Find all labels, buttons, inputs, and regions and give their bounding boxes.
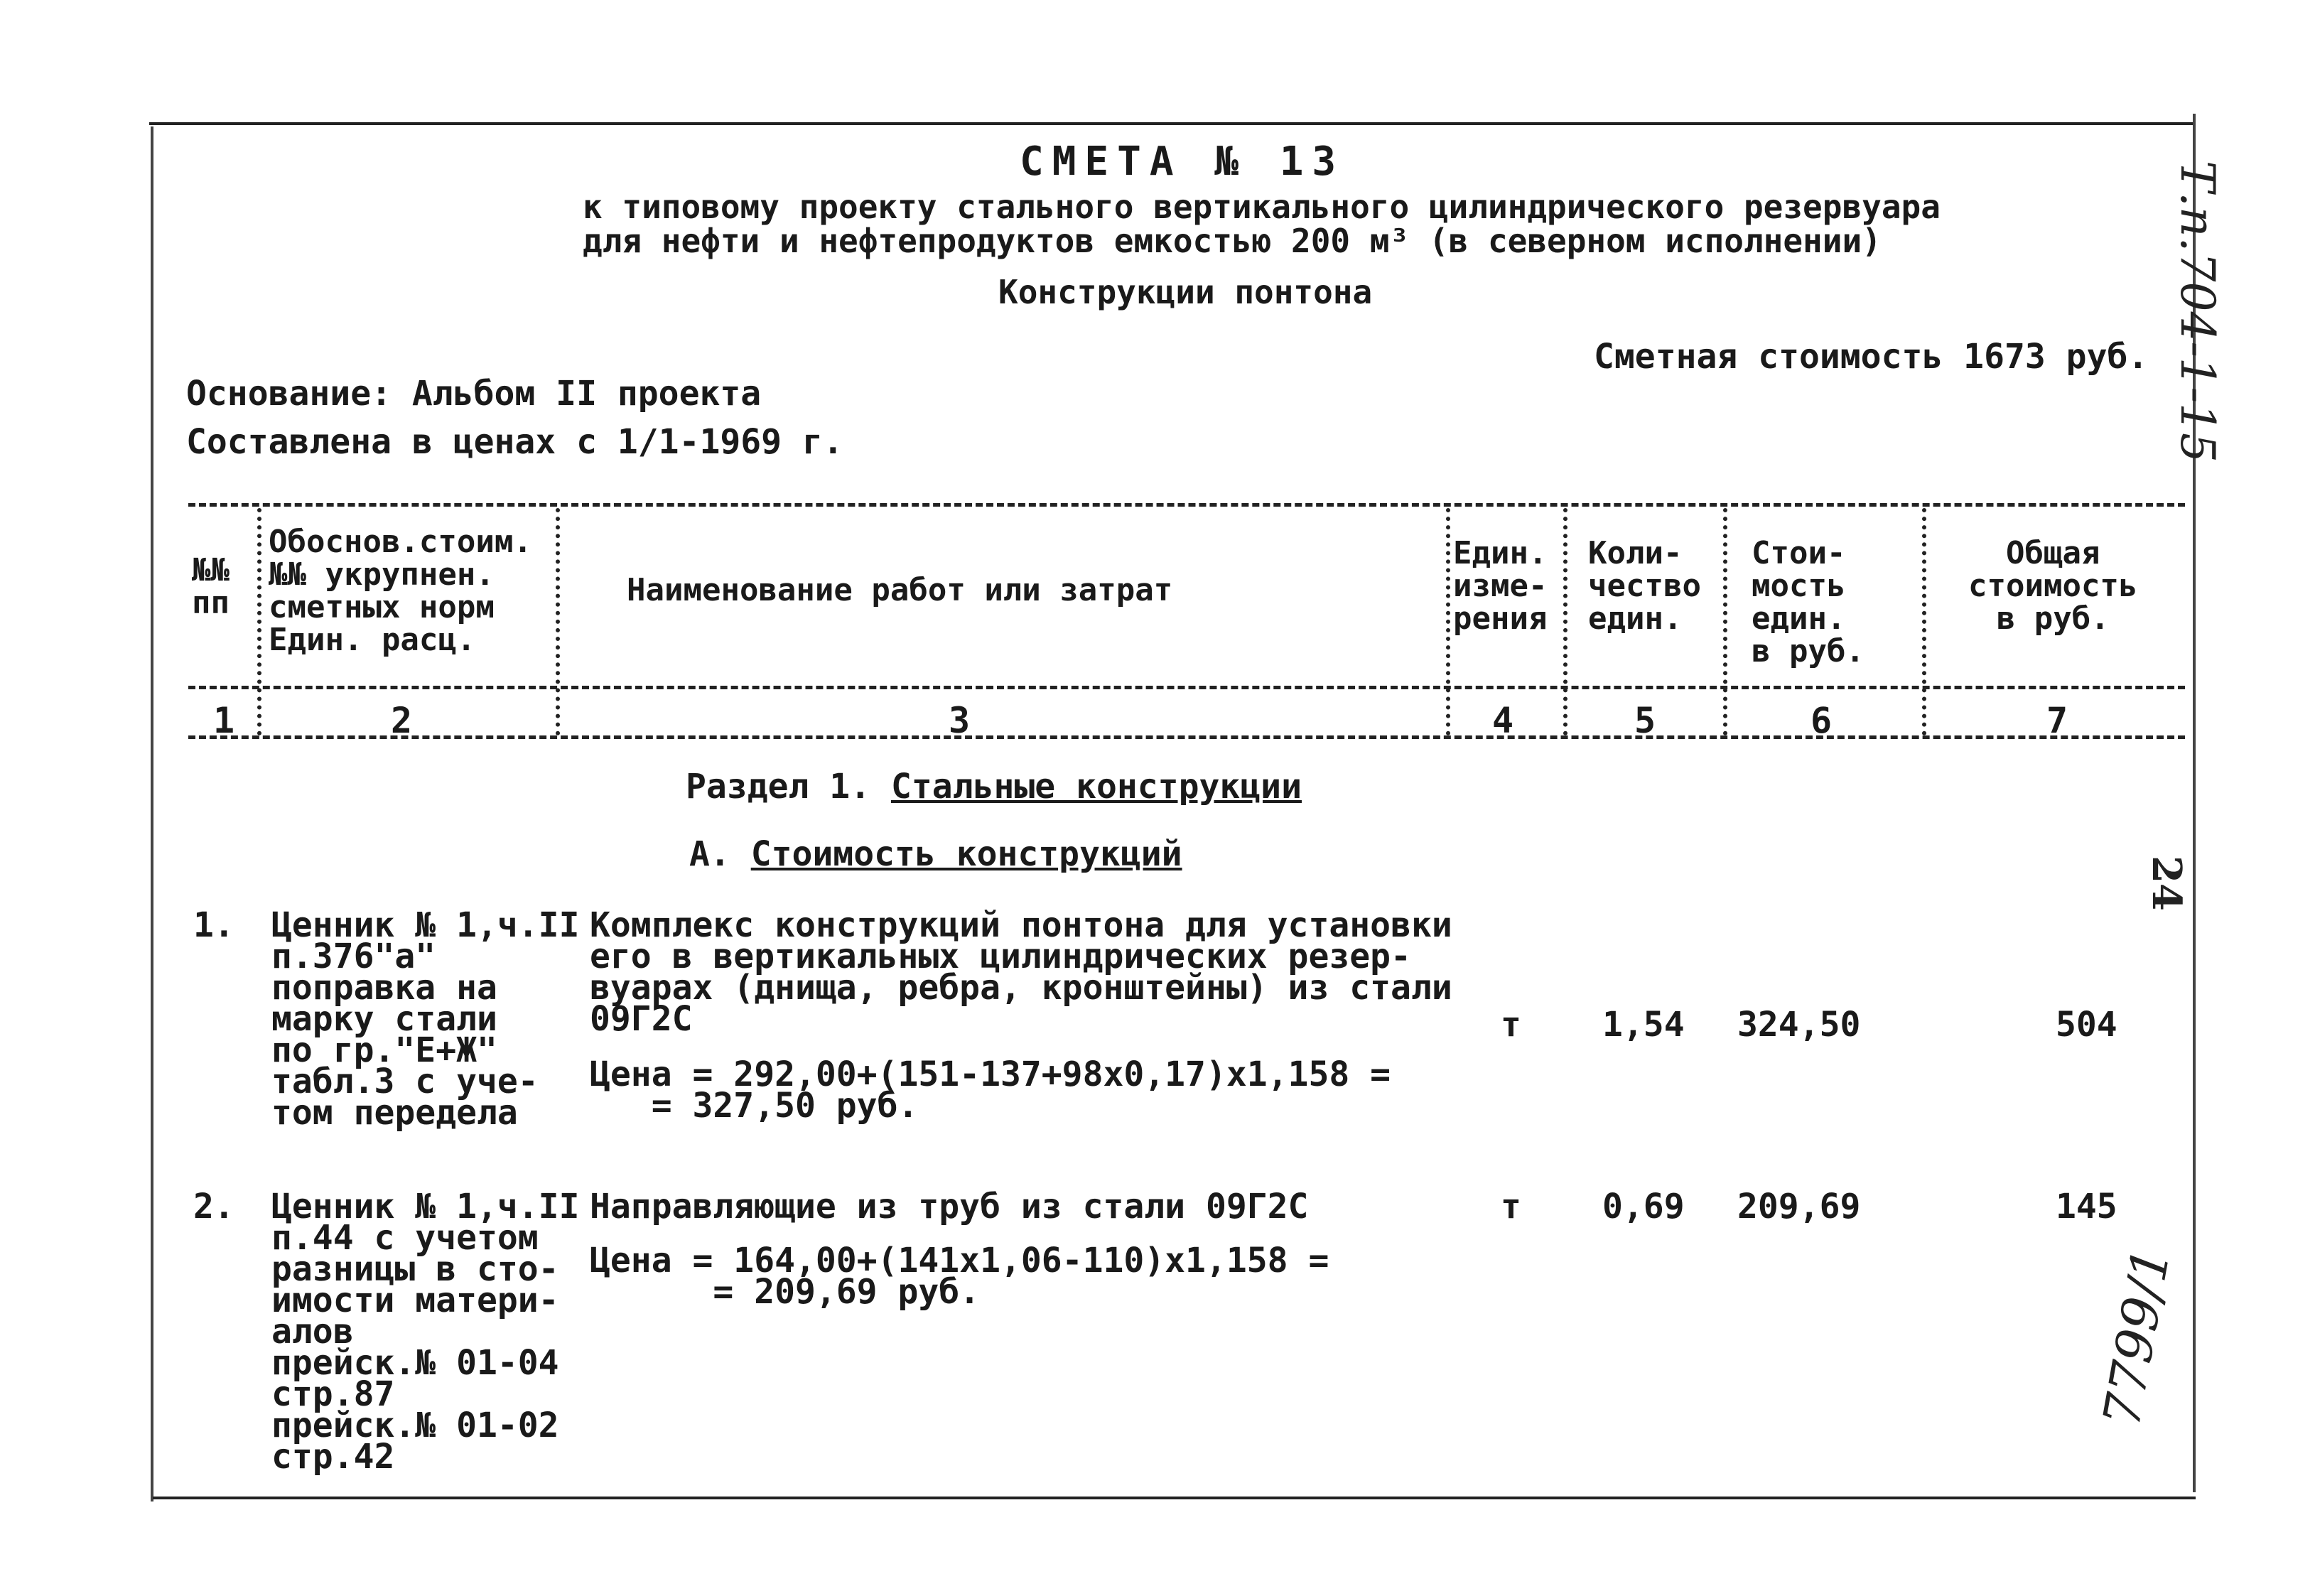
subtitle-line-3: Конструкции понтона: [998, 273, 1373, 311]
margin-doc-code: Т.п.704-1-15: [2170, 160, 2225, 463]
subtitle-line-1: к типовому проекту стального вертикального цилиндрического резервуара: [583, 188, 1941, 226]
column-number-4: 4: [1492, 700, 1514, 741]
row-2-basis: Ценник № 1,ч.II п.44 с учетом разницы в сто- имости матери- алов прейск.№ 01-04 стр.87 прейск.№ 01-02 стр.42: [271, 1187, 580, 1477]
column-separator-3: [1446, 508, 1450, 735]
subsection-prefix: А.: [689, 834, 730, 874]
subsection-name: Стоимость конструкций: [750, 834, 1182, 874]
section-heading: [686, 767, 1302, 807]
row-2-quantity: 0,69: [1602, 1187, 1685, 1226]
table-header-bottom-line: [188, 735, 2185, 739]
column-header-4: Един. изме- рения: [1453, 535, 1548, 637]
row-1-name: Комплекс конструкций понтона для установки его в вертикальных цилиндрических резер- вуарах (днища, ребра, кронштейны) из стали 09Г2С: [590, 905, 1452, 1039]
column-header-2: Обоснов.стоим. №№ укрупнен. сметных норм Един. расц.: [269, 524, 532, 658]
table-header-mid-line: [188, 686, 2185, 689]
row-2-unit: т: [1501, 1187, 1521, 1226]
column-separator-2: [556, 508, 560, 735]
document-title: СМЕТА № 13: [1020, 139, 1345, 185]
column-number-7: 7: [2046, 700, 2068, 741]
estimated-cost: Сметная стоимость 1673 руб.: [1594, 337, 2149, 377]
column-separator-5: [1723, 508, 1727, 735]
column-number-6: 6: [1811, 700, 1833, 741]
subtitle-line-2: для нефти и нефтепродуктов емкостью 200 м³ (в северном исполнении): [583, 222, 1882, 260]
row-1-unit-cost: 324,50: [1737, 1005, 1861, 1045]
column-separator-6: [1922, 508, 1926, 735]
column-number-2: 2: [391, 700, 413, 741]
row-2-number: 2.: [193, 1187, 234, 1226]
row-1-basis: Ценник № 1,ч.II п.376"а" поправка на марку стали по гр."Е+Ж" табл.3 с уче- том передела: [271, 905, 580, 1133]
row-2-unit-cost: 209,69: [1737, 1187, 1861, 1226]
column-header-5: Коли- чество един.: [1588, 535, 1701, 637]
row-2-total: 145: [2056, 1187, 2117, 1226]
basis-line: Основание: Альбом II проекта: [186, 374, 762, 414]
frame-top-border: [149, 122, 2196, 125]
table-header-top-line: [188, 503, 2185, 507]
row-1-number: 1.: [193, 905, 234, 945]
prices-line: Составлена в ценах с 1/1-1969 г.: [186, 422, 843, 462]
row-1-formula: Цена = 292,00+(151-137+98x0,17)x1,158 = = 327,50 руб.: [590, 1055, 1391, 1126]
row-1-total: 504: [2056, 1005, 2117, 1045]
column-separator-4: [1563, 508, 1567, 735]
column-separator-1: [257, 508, 261, 735]
section-prefix: Раздел 1.: [686, 767, 871, 807]
column-header-6: Стои- мость един. в руб.: [1752, 535, 1865, 669]
margin-page-number: 24: [2142, 856, 2190, 911]
column-number-3: 3: [949, 700, 971, 741]
column-number-1: 1: [213, 700, 235, 741]
row-1-unit: т: [1501, 1005, 1521, 1045]
row-2-formula: Цена = 164,00+(141x1,06-110)x1,158 = = 209,69 руб.: [590, 1241, 1329, 1312]
margin-archive-number: 7799/1: [2091, 1243, 2182, 1432]
column-header-7: Общая стоимость в руб.: [1968, 535, 2138, 637]
row-1-quantity: 1,54: [1602, 1005, 1685, 1045]
frame-left-border: [151, 126, 153, 1501]
column-header-1: №№ пп: [192, 552, 230, 621]
column-header-3: Наименование работ или затрат: [627, 572, 1173, 608]
subsection-heading: [689, 834, 1182, 874]
row-2-name: Направляющие из труб из стали 09Г2С: [590, 1187, 1309, 1226]
section-name: Стальные конструкции: [891, 767, 1302, 807]
frame-bottom-border: [153, 1497, 2196, 1499]
column-number-5: 5: [1634, 700, 1656, 741]
